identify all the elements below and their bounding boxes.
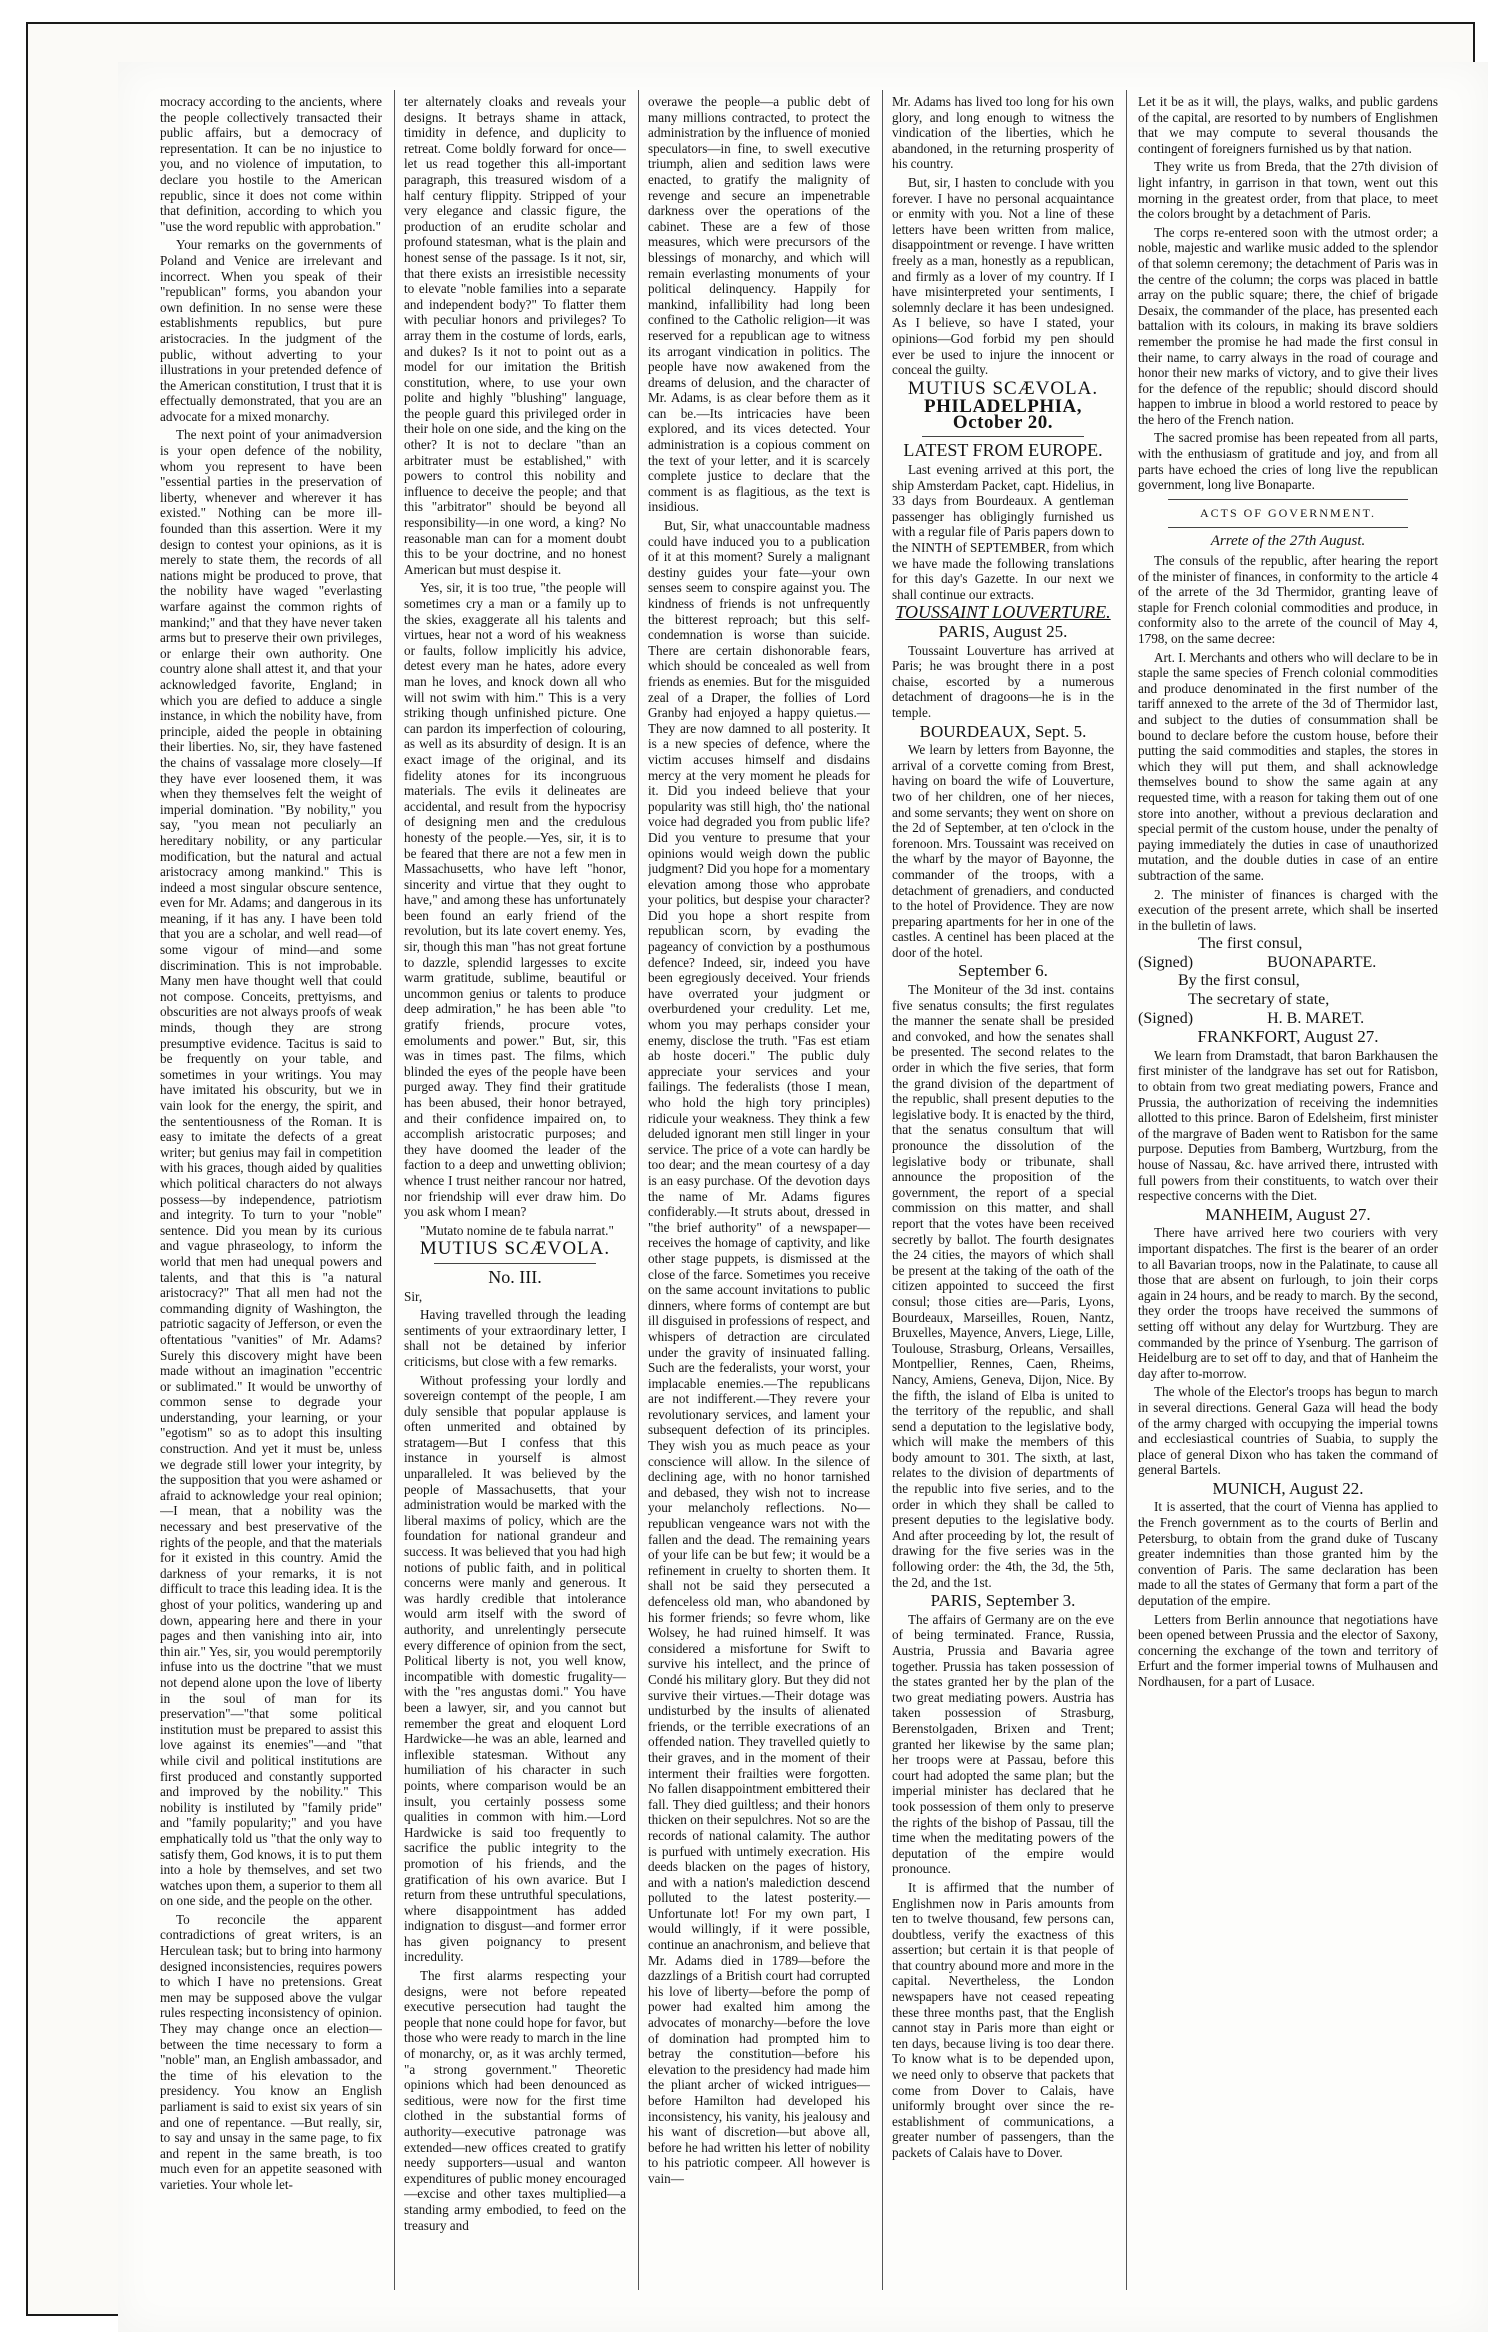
signed-line: The first consul, <box>1198 935 1303 953</box>
paragraph: The whole of the Elector's troops has begun to march in several directions. General Gaza will head the body of the army charged with occupying the imperial towns and ecclesiastical countries of Suabia, to supply the place of general Dixon who has taken the command of general Bartels. <box>1138 1384 1438 1478</box>
signature: MUTIUS SCÆVOLA. <box>419 1238 611 1260</box>
paragraph: But, Sir, what unaccountable madness could have induced you to a publication of it at this moment? Surely a malignant destiny guides your fate—your own senses seem to conspire against you. The kindness of friends is not unfrequently the bitterest reproach; but this self-condemnation is worse than suicide. There are certain dishonorable fears, which should be concealed as well from friends as enemies. But for the misguided zeal of a Draper, the follies of Lord Granby had enjoyed a happy quietus.—They are now damned to all posterity. It is a new species of defence, where the victim accuses himself and disdains mercy at the very moment he pleads for it. Did you indeed believe that your popularity was still high, tho' the national voice had degraded you from public life? Did you venture to presume that your opinions would weigh down the public judgment? Did you hope for a momentary elevation among those who approbate your politics, but despise your character? Did you hope a short respite from republican scorn, by evading the pageancy of conviction by a posthumous defence? Indeed, sir, indeed you have been egregiously deceived. Your friends have overrated your judgment or overburdened your credulity. Let me, whom you may perhaps consider your enemy, disclose the truth. "Fas est etiam ab hoste doceri." The public duly appreciate your services and your failings. The federalists (those I mean, who hold the high tory principles) ridicule your weakness. They think a few deluded ignorant men still linger in your service. The price of a vote can hardly be too dear; and the mean courtesy of a day is an easy purchase. Of the devotion days the name of Mr. Adams figures confiderably.—It struts about, dressed in "the brief authority" of a newspaper—receives the homage of captivity, and like other stage puppets, is dismissed at the close of the farce. Sometimes you receive on the same account invitations to public dinners, where forms of contempt are but ill disguised in professions of respect, and whispers of detraction are circulated under the gravity of insinuated falling. Such are the federalists, your worst, your implacable enemies.—The republicans are not indifferent.—They revere your revolutionary services, and lament your subsequent defection of its principles. They wish you as much peace as your conscience will allow. In the silence of declining age, with no honor tarnished and debased, they wish not to increase your melancholy reflections. No—republican vengeance wars not with the fallen and the dead. The remaining years of your life can be but few; it would be a refinement in cruelty to shorten them. It shall not be said they persecuted a defenceless old man, who abandoned by his former friends; so fevre whom, like Wolsey, he had ruined himself. It was considered a misfortune for Swift to survive his intellect, and the prince of Condé his military glory. But they did not survive their virtues.—Their dotage was undisturbed by the insults of alienated friends, or the terrible execrations of an offended nation. They travelled quietly to their graves, and in the moment of their interment their frailties were forgotten. No fallen disappointment embittered their fall. They died guiltless; and their honors thicken on their sepulchres. Not so are the records of national calamity. The author is purfued with untimely execration. His deeds blacken on the pages of history, and with a nation's malediction descend polluted to the latest posterity.—Unfortunate lot! For my own part, I would willingly, if it were possible, continue an anachronism, and believe that Mr. Adams died in 1789—before the dazzlings of a British court had corrupted his love of liberty—before the pomp of power had exalted him among the advocates of monarchy—before the love of domination had prompted him to betray the constitution—before his elevation to the presidency had made him the pliant archer of wicked intrigues—before Hamilton had developed his inconsistency, his vanity, his jealousy and his want of discretion—but above all, before he had written his letter of nobility to his patriotic compeer. All however is vain— <box>648 518 870 2186</box>
signature: MUTIUS SCÆVOLA. <box>907 377 1099 399</box>
dateline: September 6. <box>958 961 1048 981</box>
paragraph: The corps re-entered soon with the utmost order; a noble, majestic and warlike music added to the splendor of that solemn ceremony; the detachment of Paris was in the centre of the column; the corps was placed in battle array on the public square; there, the chief of brigade Desaix, the commander of the place, has presented each battalion with its colours, in making its brave soldiers remember the promise he had made the first consul in their name, to carry always in the road of courage and honor their new marks of victory, and to give their lives for the defence of the republic; should discord should happen to imbrue in blood a world restored to peace by the hero of the French nation. <box>1138 224 1438 427</box>
paragraph: The Moniteur of the 3d inst. contains five senatus consults; the first regulates the manner the senate shall be presided and convoked, and how the senates shall be presented. The second relates to the order in which the five series, that form the grand division of the department of the republic, shall present deputies to the legislative body. It is enacted by the third, that the senatus consultum that will pronounce the dissolution of the legislative body or tribunate, shall announce the proposition of the government, the report of a special commission on this matter, and shall report that the votes have been received secretly by ballot. The fourth designates the 24 cities, the mayors of which shall be present at the taking of the oath of the citizen appointed to succeed the first consul; those cities are—Paris, Lyons, Bourdeaux, Marseilles, Rouen, Nantz, Bruxelles, Mayence, Anvers, Liege, Lille, Toulouse, Strasburg, Orleans, Versailles, Montpellier, Rennes, Caen, Rheims, Nancy, Amiens, Geneva, Dijon, Nice. By the fifth, the island of Elba is united to the territory of the republic, and shall send a deputation to the legislative body, which will make the members of this body amount to 301. The sixth, at last, relates to the division of departments of the republic into five series, and to the order in which they shall be called to present deputies to the legislative body. And after proceeding by lot, the result of drawing for the five series was in the following order: the 4th, the 3d, the 5th, the 2d, and the 1st. <box>892 982 1114 1590</box>
dateline: BOURDEAUX, Sept. 5. <box>919 721 1087 741</box>
salutation: Sir, <box>404 1288 423 1304</box>
letter-number: No. III. <box>488 1266 542 1287</box>
arrete-heading: Arrete of the 27th August. <box>1210 533 1366 550</box>
column-rule <box>1126 90 1127 2290</box>
dateline: MANHEIM, August 27. <box>1205 1204 1371 1224</box>
paragraph: It is asserted, that the court of Vienna has applied to the French government as to the courts of Berlin and Petersburg, to obtain from the grand duke of Tuscany greater indemnities than those granted him by the convention of Paris. The same declaration has been made to all the states of Germany that form a part of the deputation of the empire. <box>1138 1499 1438 1609</box>
paragraph: Toussaint Louverture has arrived at Paris; he was brought there in a post chaise, escorted by a numerous detachment of dragoons—he is in the temple. <box>892 642 1114 720</box>
column-rule <box>394 90 395 2290</box>
divider <box>1168 499 1408 500</box>
paragraph: The consuls of the republic, after hearing the report of the minister of finances, in conformity to the article 4 of the arrete of the 3d Thermidor, granting leave of staple for French colonial commodities and produce, in conformity also to the arrete of the council of May 4, 1798, on the same decree: <box>1138 553 1438 646</box>
signatory-name: H. B. MARET. <box>1267 1009 1365 1027</box>
paragraph: To reconcile the apparent contradictions of great writers, is an Herculean task; but to bring into harmony designed inconsistencies, requires powers to which I have no pretensions. Great men may be supposed above the vulgar rules respecting inconsistency of opinion. They may change once an election—between the time necessary to form a "noble" man, an English ambassador, and the time of his elevation to the presidency. You know an English parliament is said to exist six years of sin and one of repentance. —But really, sir, to say and unsay in the same page, to fix and repent in the same breath, is too much even for an appetite seasoned with varieties. Your whole let- <box>160 1911 382 2192</box>
signed-line <box>1138 955 1438 971</box>
paragraph: Mr. Adams has lived too long for his own glory, and long enough to witness the vindication of the liberties, which he abandoned, in the returning prosperity of his country. <box>892 94 1114 172</box>
paragraph: Art. I. Merchants and others who will declare to be in staple the same species of French colonial commodities and produce denominated in the first number of the tariff annexed to the arrete of the 3d of Thermidor last, and subject to the duties of consummation shall be bound to declare before the custom house, before their putting the said commodities and staples, the stores in which they will put them, and shall acknowledge themselves bound to show the same again at any requested time, with a reason for taking them out of one store into another, without a previous declaration and special permit of the custom house, under the penalty of paying immediately the duties in case of unauthorized mutation, and the double duties in case of an entire subtraction of the same. <box>1138 649 1438 883</box>
column-1 <box>160 94 382 2284</box>
signed-line <box>1138 1011 1438 1027</box>
paragraph: mocracy according to the ancients, where the people collectively transacted their public affairs, but a democracy of representation. It can be no injustice to you, and no violence of imputation, to declare you hostile to the American republic, since it does not come within that definition, according to which you "use the word republic with approbation." <box>160 94 382 234</box>
signatory-name: BUONAPARTE. <box>1267 953 1377 971</box>
divider <box>434 1263 596 1264</box>
paragraph: Having travelled through the leading sentiments of your extraordinary letter, I shall not be detained by inferior criticisms, but close with a few remarks. <box>404 1307 626 1369</box>
divider <box>922 436 1084 437</box>
paragraph: We learn by letters from Bayonne, the arrival of a corvette coming from Brest, having on board the wife of Louverture, two of her children, one of her nieces, and some servants; they went on shore on the 2d of September, at ten o'clock in the forenoon. Mrs. Toussaint was received on the wharf by the mayor of Bayonne, the commander of the troops, with a detachment of grenadiers, and conducted to the hotel of Providence. They are now preparing apartments for her in one of the castles. A centinel has been placed at the door of the hotel. <box>892 742 1114 960</box>
paragraph: It is affirmed that the number of Englishmen now in Paris amounts from ten to twelve thousand, few persons can, doubtless, verify the exactness of this assertion; but certain it is that people of that country abound more and more in the capital. Nevertheless, the London newspapers have not ceased repeating these three months past, that the English cannot stay in Paris more than eight or ten days, because living is too dear there. To know what is to be depended upon, we need only to observe that packets that come from Dover to Calais, have uniformly brought over since the re-establishment of communications, a greater number of passengers, than the packets of Calais have to Dover. <box>892 1879 1114 2160</box>
paragraph: We learn from Dramstadt, that baron Barkhausen the first minister of the landgrave has set out for Ratisbon, to obtain from two great mediating powers, France and Prussia, the authorization of receiving the indemnities allotted to this prince. Baron of Edelsheim, first minister of the margrave of Baden went to Ratisbon for the same purpose. Deputies from Bamberg, Wurtzburg, from the house of Nassau, &c. have arrived there, intrusted with full powers from their constituents, to watch over their respective concerns with the Diet. <box>1138 1047 1438 1204</box>
paragraph: overawe the people—a public debt of many millions contracted, to protect the administration by the influence of monied speculators—in fine, to swell executive triumph, alien and sedition laws were enacted, to gratify the malignity of revenge and secure an impenetrable darkness over the operations of the cabinet. These are a few of those measures, which were precursors of the blessings of monarchy, and which will remain everlasting monuments of your political delinquency. Happily for mankind, infallibility had long been confined to the Catholic religion—it was reserved for a republican age to witness its arrogant vindication in politics. The people have now awakened from the dreams of delusion, and the character of Mr. Adams, is as clear before them as it can be.—Its intricacies have been explored, and its vices detected. Your administration is a copious comment on the text of your letter, and it is scarcely complete justice to declare that the comment is as flagitious, as the text is insidious. <box>648 94 870 515</box>
paragraph: They write us from Breda, that the 27th division of light infantry, in garrison in that town, went out this morning in the greatest order, from that place, to meet the colors brought by a detachment of Paris. <box>1138 159 1438 222</box>
paragraph: The affairs of Germany are on the eve of being terminated. France, Russia, Austria, Prussia and Bavaria agree together. Prussia has taken possession of the states granted her by the plan of the two great mediating powers. Austria has taken possession of Strasburg, Berenstolgaden, Brixen and Trent; granted her likewise by the same plan; her troops were at Passau, before this court had adopted the same plan; but the imperial minister has declared that he took possession of them only to preserve the rights of the bishop of Passau, till the time when the meditating powers of the deputation of the empire would pronounce. <box>892 1611 1114 1877</box>
section-heading: TOUSSAINT LOUVERTURE. <box>895 602 1111 623</box>
dateline: PARIS, September 3. <box>930 1591 1076 1611</box>
column-5-news-content <box>1138 94 1438 2284</box>
column-2 <box>404 94 626 2284</box>
paragraph: ter alternately cloaks and reveals your designs. It betrays shame in attack, timidity in defence, and duplicity to retreat. Come boldly forward for once—let us read together this all-important paragraph, this treasured wisdom of a half century flippity. Stripped of your very elegance and classic figure, the production of an erudite scholar and profound statesman, what is the plain and honest sense of the passage. Is it not, sir, that there exists an irresistible necessity to elevate "noble families into a separate and independent body?" To flatter them with peculiar honors and privileges? To array them in the costume of lords, earls, and dukes? Is it not to point out as a model for our imitation the British constitution, where, to use your own polite and highly "blushing" language, the people guard this privileged order in their hole on one side, and the king on the other? It is not to declare "than an arbitrater must be established," with powers to control this nobility and influence to deceive the people; and that this "arbitrator" should be beyond all responsibility—in one word, a king? No reasonable man can for a moment doubt this to be your doctrine, and no honest American but must despise it. <box>404 94 626 577</box>
dateline: PARIS, August 25. <box>938 622 1068 641</box>
paragraph: Without professing your lordly and sovereign contempt of the people, I am duly sensible that popular applause is often unmerited and obtained by stratagem—But I confess that this instance in yourself is almost unparalleled. It was believed by the people of Massachusetts, that your administration would be marked with the liberal maxims of policy, which are the foundation for national grandeur and success. It was believed that you had high notions of public faith, and in political concerns were manly and generous. It was hardly credible that intolerance would arm itself with the sword of authority, and unrelentingly persecute every difference of opinion from the sect, Political liberty is not, you well know, incompatible with domestic frugality—with the "res angustas domi." You have been a lawyer, sir, and you cannot but remember the great and eloquent Lord Hardwicke—he was an able, learned and inflexible statesman. Without any humiliation of his character in such points, where comparison would be an insult, you certainly possess some qualities in common with him.—Lord Hardwicke is said too frequently to sacrifice the public integrity to the promotion of his friends, and the gratification of his own avarice. But I return from these untruthful speculations, where disappointment has added indignation to disgust—and former error has given poignancy to present incredulity. <box>404 1372 626 1965</box>
section-heading: ACTS OF GOVERNMENT. <box>1199 505 1377 520</box>
paragraph: Your remarks on the governments of Poland and Venice are irrelevant and incorrect. When you speak of their "republican" forms, you abandon your own definition. In no sense were these establishments republics, but pure aristocracies. In the judgment of the public, without adverting to your illustrations in your pretended defence of the American constitution, I trust that it is effectually demonstrated, that you are an advocate for a mixed monarchy. <box>160 237 382 424</box>
column-3 <box>648 94 870 2284</box>
column-rule <box>638 90 639 2290</box>
quotation: "Mutato nomine de te fabula narrat." <box>420 1222 614 1238</box>
column-rule <box>882 90 883 2290</box>
signed-label: (Signed) <box>1138 1009 1194 1027</box>
paragraph: Yes, sir, it is too true, "the people will sometimes cry a man or a family up to the skies, exaggerate all his talents and virtues, hear not a word of his weakness or faults, follow implicitly his advice, detest every man he hates, adore every man he loves, and knock down all who will not swim with him." This is a very striking though unfinished picture. One can pardon its imperfection of colouring, as well as its absurdity of design. It is an exact image of the original, and its fidelity atones for its incongruous materials. The evils it delineates are accidental, and result from the hypocrisy of designing men and the credulous honesty of the people.—Yes, sir, it is to be feared that there are not a few men in Massachusetts, who have left "honor, sincerity and virtue that they ought to have," and among these has unfortunately been found an early friend of the revolution, but its late covert enemy. Yes, sir, though this man "has not great fortune to dazzle, splendid largesses to excite warm gratitude, sublime, beautiful or uncommon genius or talents to produce deep admiration," he has been able "to gratify friends, procure votes, emoluments and power." But, sir, this was in times past. The films, which blinded the eyes of the people have been purged away. They find their gratitude has been abused, their honor betrayed, and their confidence impaired on, to accomplish aristocratic purposes; and they have doomed the leader of the faction to a deep and unwetting oblivion; whence I trust neither rancour nor hatred, nor friendship will ever draw him. Do you ask whom I mean? <box>404 580 626 1220</box>
paragraph: Letters from Berlin announce that negotiations have been opened between Prussia and the elector of Saxony, concerning the exchange of the town and territory of Erfurt and the former imperial towns of Mulhausen and Nordhausen, for a part of Lusace. <box>1138 1611 1438 1689</box>
paragraph: Let it be as it will, the plays, walks, and public gardens of the capital, are resorted to by numbers of Englishmen that we may compute to several thousands the contingent of foreigners furnished us by that nation. <box>1138 94 1438 156</box>
column-4 <box>892 94 1114 2284</box>
paragraph: But, sir, I hasten to conclude with you forever. I have no personal acquaintance or enmity with you. Not a line of these letters have been written from malice, disappointment or revenge. I have written freely as a man, honestly as a republican, and firmly as a lover of my country. If I have misinterpreted your sentiments, I solemnly declare it has been undesigned. As I believe, so have I stated, your opinions—God forbid my pen should ever be used to injure the innocent or conceal the guilty. <box>892 174 1114 378</box>
paragraph: The next point of your animadversion is your open defence of the nobility, whom you represent to have been "essential parties in the preservation of liberty, whenever and wherever it has existed." Nothing can be more ill-founded than this assertion. Were it my design to contest your opinions, as it is merely to state them, the records of all nations might be produced to prove, that the nobility have waged "everlasting warfare against the common rights of mankind;" and that they have never taken arms but to preserve their own privileges, or enlarge their own authority. One country alone shall attest it, and that your acknowledged favorite, England; in which you are defied to adduce a single instance, in which the nobility have, from principle, aided the people in obtaining their liberties. No, sir, they have fastened the chains of vassalage more closely—If they have ever loosened them, it was when they themselves felt the weight of imperial domination. "By nobility," you say, "you mean not peculiarly an hereditary nobility, or any particular modification, but the natural and actual aristocracy among mankind." This is indeed a most singular obscure sentence, even for Mr. Adams; and dangerous in its meaning, if it has any. I have been told that you are a scholar, and well read—of some vigour of mind—and some discrimination. This is not improbable. Many men have thought well that could not compose. Conceits, prettyisms, and obscurities are not always proofs of weak minds, though they are strong presumptive evidence. Tacitus is said to be frequently on your table, and sometimes in your writings. You may have imitated his obscurity, but we in vain look for the energy, the spirit, and the sententiousness of the Roman. It is easy to imitate the defects of a great writer; but genius may fail in competition with his graces, though aided by qualities which political characters do not always possess—by independence, patriotism and integrity. To turn to your "noble" sentence. Did you mean by its curious and vague phraseology, to inform the world that men had unequal powers and talents, and that this is "a natural aristocracy?" That all men had not the commanding dignity of Washington, the patriotic sagacity of Jefferson, or even the oftentatious "vanities" of Mr. Adams? Surely this discovery might have been made without an imagination "eccentric or sublimated." It would be unworthy of common sense to degrade your understanding, your learning, or your "egotism" so as to adopt this insulting construction. And yet it must be, unless we degrade still lower your integrity, by the supposition that you were ashamed or afraid to acknowledge your real opinion;—I mean, that a nobility was the necessary and best preservative of the rights of the people, and that the materials for it existed in this country. Amid the darkness of your remarks, it is not difficult to trace this leading idea. It is the ghost of your politics, wandering up and down, appearing here and there in your pages and then vanishing into air, into thin air." Yes, sir, you would peremptorily infuse into us the doctrine "that we must not depend alone upon the love of liberty in the soul of man for its preservation"—"that some political institution must be prepared to assist this love against its enemies"—and "that while civil and political institutions are first produced and constantly supported and improved by the nobility." This nobility is instiluted by "family pride" and "family popularity;" and you have emphatically told us "that the only way to satisfy them, God knows, it is to put them into a hole by themselves, and set two watches upon them, a superior to them all on one side, and the people on the other. <box>160 427 382 1909</box>
paragraph: There have arrived here two couriers with very important dispatches. The first is the bearer of an order to all Bavarian troops, now in the Palatinate, to cause all those that are absent on furlough, to join their corps again in 24 hours, and be ready to march. By the second, they order the troops have received the summons of setting off without any delay for Wurtzburg. They are commanded by the prince of Ysenburg. The garrison of Heidelburg are to set off to day, and that of Hanheim the day after to-morrow. <box>1138 1225 1438 1381</box>
dateline: FRANKFORT, August 27. <box>1197 1027 1379 1047</box>
dateline: MUNICH, August 22. <box>1212 1478 1364 1498</box>
divider <box>1168 527 1408 528</box>
dateline-philadelphia: PHILADELPHIA, October 20. <box>924 396 1082 433</box>
paragraph: The first alarms respecting your designs, were not before repeated executive persecution had taught the people that none could hope for favor, but those who were ready to march in the line of monarchy, or, as it was archly termed, "a strong government." Theoretic opinions which had been denounced as seditious, were now for the first time clothed in the substantial forms of authority—executive patronage was extended—new offices created to gratify needy supporters—usual and wanton expenditures of public money encouraged—excise and other taxes multiplied—a standing army embodied, to feed on the treasury and <box>404 1968 626 2233</box>
paragraph: Last evening arrived at this port, the ship Amsterdam Packet, capt. Hidelius, in 33 days from Bourdeaux. A gentleman passenger has obligingly furnished us with a regular file of Paris papers down to the NINTH of SEPTEMBER, from which we have made the following translations for this day's Gazette. In our next we shall continue our extracts. <box>892 462 1114 602</box>
signed-line: By the first consul, <box>1178 972 1300 990</box>
signed-line: The secretary of state, <box>1188 991 1330 1009</box>
signed-label: (Signed) <box>1138 953 1194 971</box>
paragraph: 2. The minister of finances is charged with the execution of the present arrete, which shall be inserted in the bulletin of laws. <box>1138 886 1438 933</box>
paragraph: The sacred promise has been repeated from all parts, with the enthusiasm of gratitude and joy, and from all parts have echoed the cries of long live the republican government, long live Bonaparte. <box>1138 430 1438 493</box>
section-heading: LATEST FROM EUROPE. <box>903 440 1103 461</box>
